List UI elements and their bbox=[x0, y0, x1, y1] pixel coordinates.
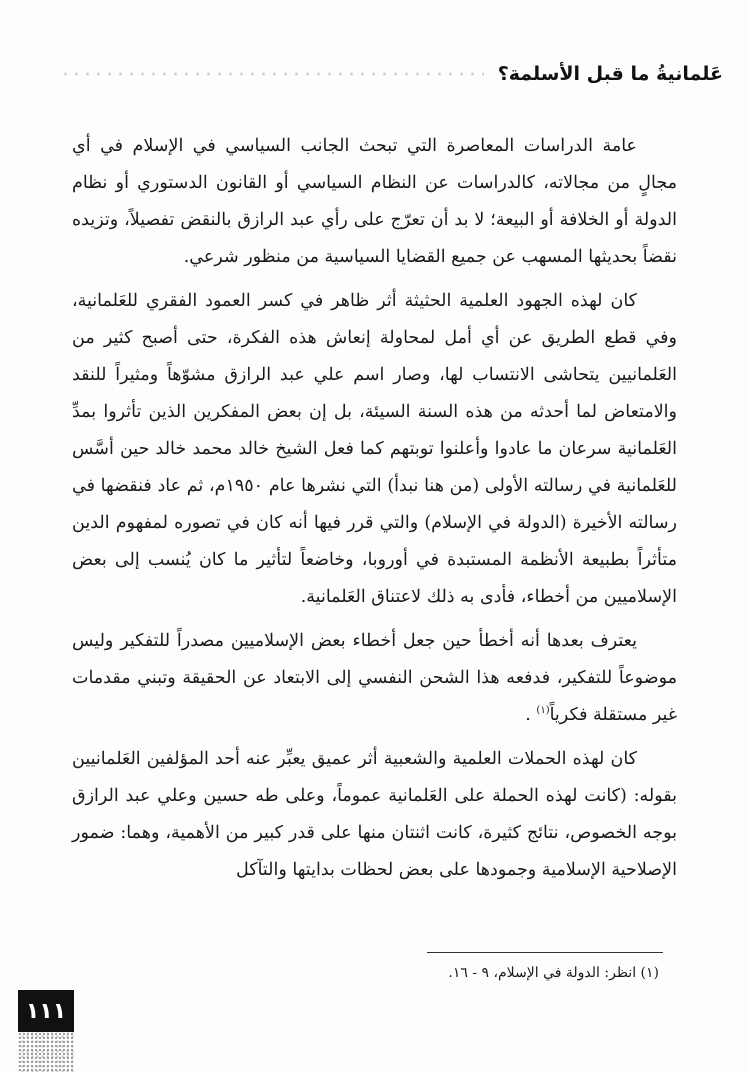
running-header bbox=[60, 56, 723, 92]
header-ornament bbox=[60, 67, 484, 81]
footnote-reference[interactable]: (١) bbox=[536, 705, 550, 717]
footnote-separator bbox=[427, 952, 663, 953]
running-header-title: عَلمانيةُ ما قبل الأسلمة؟ bbox=[497, 63, 723, 85]
paragraph: كان لهذه الجهود العلمية الحثيثة أثر ظاهر في كسر العمود الفقري للعَلمانية، وفي قطع الطريق عن أي أمل لمحاولة إنعاش هذه الفكرة، حتى أصبح كثير من العَلمانيين يتحاشى الانتساب لها، وصار اسم علي عبد الرازق مشوّهاً ومثيراً للنقد والامتعاض لما أحدثه من هذه السنة السيئة، بل إن بعض المفكرين الذين تأثروا بمدِّ العَلمانية سرعان ما عادوا وأعلنوا توبتهم كما فعل الشيخ خالد محمد خالد حين أسَّس للعَلمانية في رسالته الأولى (من هنا نبدأ) التي نشرها عام ١٩٥٠م، ثم عاد فنقضها في رسالته الأخيرة (الدولة في الإسلام) والتي قرر فيها أنه كان في تصوره لمفهوم الدين متأثراً بطبيعة الأنظمة المستبدة في أوروبا، وخاضعاً لتأثير ما كان يُنسب إلى بعض الإسلاميين من أخطاء، فأدى به ذلك لاعتناق العَلمانية. bbox=[72, 291, 678, 607]
paragraph bbox=[72, 623, 677, 734]
paragraph: كان لهذه الحملات العلمية والشعبية أثر عميق يعبِّر عنه أحد المؤلفين العَلمانيين بقوله: (كانت لهذه الحملة على العَلمانية عموماً، وعلى طه حسين وعلي عبد الرازق بوجه الخصوص، نتائج كثيرة، كانت اثنتان منها على قدر كبير من الأهمية، وهما: ضمور الإصلاحية الإسلامية وجمودها على بعض لحظات بدايتها والتآكل bbox=[72, 749, 677, 880]
paragraph: عامة الدراسات المعاصرة التي تبحث الجانب السياسي في الإسلام في أي مجالٍ من مجالاته، كالدراسات عن النظام السياسي أو القانون الدستوري أو نظام الدولة أو الخلافة أو البيعة؛ لا بد أن تعرّج على رأي عبد الرازق بالنقض تفصيلاً، وتزيده نقضاً بحديثها المسهب عن جميع القضايا السياسية من منظور شرعي. bbox=[72, 136, 677, 267]
paragraph-text: يعترف بعدها أنه أخطأ حين جعل أخطاء بعض الإسلاميين مصدراً للتفكير وليس موضوعاً للتفكير، فدفعه هذا الشحن النفسي إلى الابتعاد عن الحقيقة وتبني مقدمات غير مستقلة فكرياً bbox=[72, 631, 677, 725]
paragraph-end: . bbox=[525, 705, 531, 725]
page-number: ١١١ bbox=[18, 990, 74, 1032]
footnote: (١) انظر: الدولة في الإسلام، ٩ - ١٦. bbox=[448, 965, 659, 981]
page-edge-texture bbox=[18, 1032, 74, 1072]
body-text bbox=[72, 128, 677, 896]
